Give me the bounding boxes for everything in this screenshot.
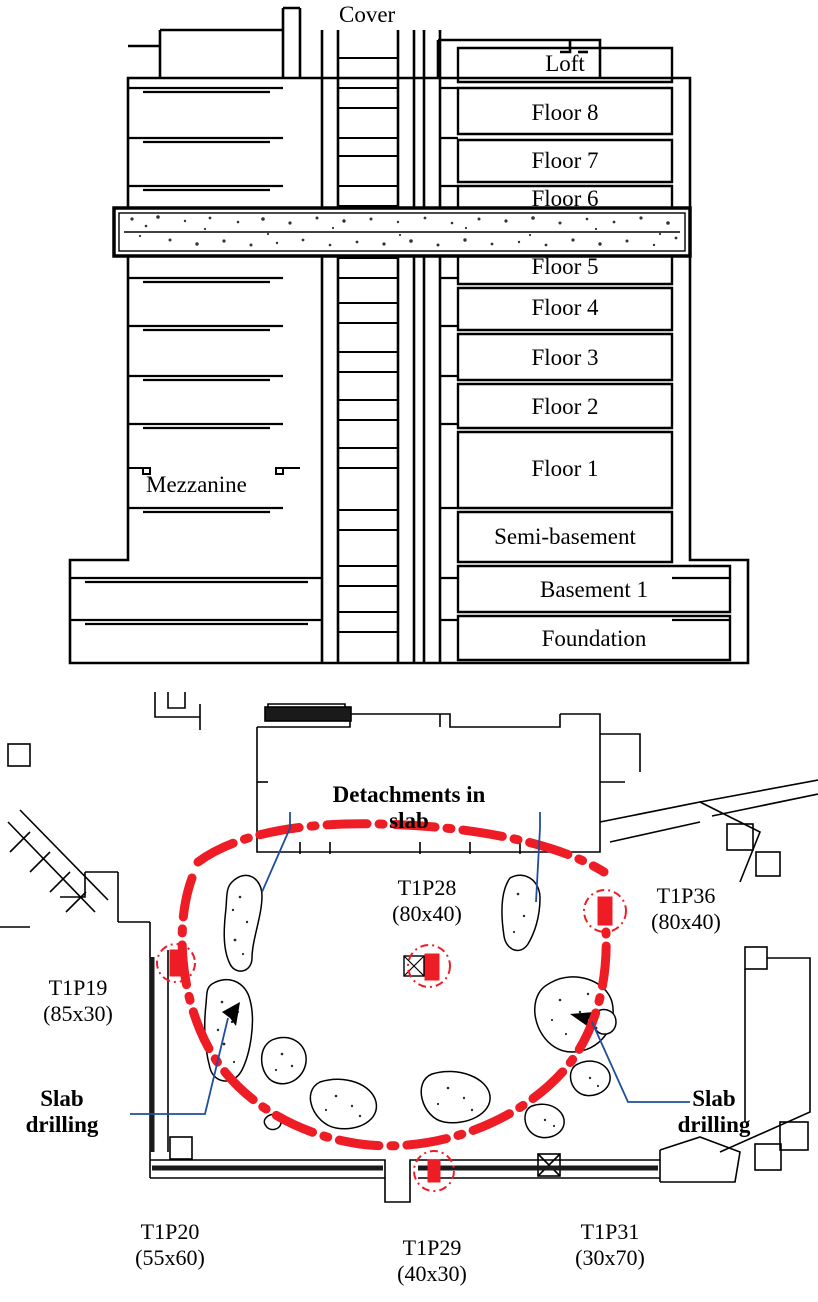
- column-name: T1P28: [397, 875, 457, 900]
- floor-label-floor-3: Floor 3: [531, 345, 599, 370]
- section-label-mezzanine: Mezzanine: [146, 472, 247, 497]
- column-label-t1p28: [367, 875, 487, 927]
- annotation-detachments-in-slab: Detachments in slab: [332, 782, 486, 834]
- floor-label-floor-5: Floor 5: [531, 254, 599, 279]
- annotation-slab-drilling-left: Slab drilling: [25, 1086, 99, 1138]
- column-size: (85x30): [43, 1001, 113, 1026]
- floor-label-foundation: Foundation: [541, 626, 647, 651]
- crack-line: [182, 824, 606, 1146]
- floor-label-floor-1: Floor 1: [531, 456, 599, 481]
- floor-label-basement-1: Basement 1: [540, 577, 648, 602]
- highlighted-slab-band: [114, 208, 690, 256]
- floor-label-semi-basement: Semi-basement: [494, 524, 636, 549]
- floor-label-floor-4: Floor 4: [531, 295, 599, 320]
- column-size: (40x30): [397, 1261, 467, 1286]
- column-name: T1P19: [48, 975, 108, 1000]
- floor-label-floor-2: Floor 2: [531, 394, 599, 419]
- column-size: (80x40): [392, 901, 462, 926]
- section-label-cover: Cover: [339, 2, 396, 27]
- column-size: (30x70): [575, 1245, 645, 1270]
- column-label-t1p29: [372, 1235, 492, 1287]
- column-size: (80x40): [651, 909, 721, 934]
- column-label-t1p31: [550, 1219, 670, 1271]
- floor-label-floor-6: Floor 6: [531, 186, 599, 211]
- column-name: T1P29: [402, 1235, 462, 1260]
- column-label-t1p20: [110, 1219, 230, 1271]
- column-name: T1P36: [656, 883, 716, 908]
- floor-label-floor-8: Floor 8: [531, 100, 599, 125]
- column-name: T1P31: [580, 1219, 640, 1244]
- floor-label-floor-7: Floor 7: [531, 148, 599, 173]
- column-label-t1p36: [626, 883, 746, 935]
- column-label-t1p19: [18, 975, 138, 1027]
- column-name: T1P20: [140, 1219, 200, 1244]
- column-size: (55x60): [135, 1245, 205, 1270]
- floor-label-loft: Loft: [545, 51, 585, 76]
- annotation-slab-drilling-right: Slab drilling: [677, 1086, 751, 1138]
